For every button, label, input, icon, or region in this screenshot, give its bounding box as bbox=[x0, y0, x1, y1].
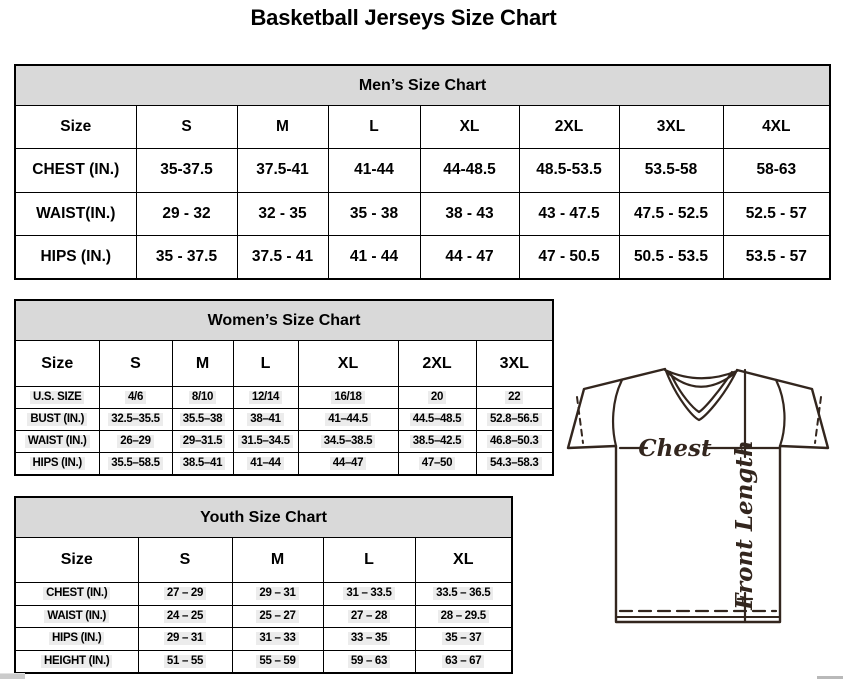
left-armhole-seam bbox=[613, 380, 622, 446]
youth-row-label: HEIGHT (IN.) bbox=[15, 650, 138, 673]
men-value-cell: 37.5-41 bbox=[237, 149, 328, 193]
youth-value-cell: 29 – 31 bbox=[138, 628, 232, 651]
youth-column-header-l: L bbox=[323, 538, 415, 583]
men-value-cell: 43 - 47.5 bbox=[519, 192, 619, 236]
women-row-label: BUST (IN.) bbox=[15, 409, 99, 431]
women-value-cell: 47–50 bbox=[398, 453, 476, 475]
youth-value-cell: 31 – 33.5 bbox=[323, 583, 415, 606]
women-value-cell: 34.5–38.5 bbox=[298, 431, 398, 453]
women-value-cell: 31.5–34.5 bbox=[233, 431, 298, 453]
jersey-outline bbox=[568, 369, 828, 622]
men-column-header-m: M bbox=[237, 106, 328, 149]
men-value-cell: 32 - 35 bbox=[237, 192, 328, 236]
women-column-header-m: M bbox=[172, 341, 233, 387]
men-column-header-4xl: 4XL bbox=[723, 106, 830, 149]
men-value-cell: 44 - 47 bbox=[420, 236, 519, 280]
men-value-cell: 41 - 44 bbox=[328, 236, 420, 280]
jersey-measurement-diagram bbox=[556, 356, 842, 632]
men-row-label: CHEST (IN.) bbox=[15, 149, 136, 193]
women-value-cell: 54.3–58.3 bbox=[476, 453, 553, 475]
women-value-cell: 38.5–42.5 bbox=[398, 431, 476, 453]
youth-value-cell: 27 – 28 bbox=[323, 605, 415, 628]
men-value-cell: 53.5 - 57 bbox=[723, 236, 830, 280]
men-value-cell: 52.5 - 57 bbox=[723, 192, 830, 236]
page-title: Basketball Jerseys Size Chart bbox=[250, 5, 557, 30]
women-value-cell: 41–44 bbox=[233, 453, 298, 475]
youth-value-cell: 31 – 33 bbox=[232, 628, 323, 651]
mens-size-chart bbox=[14, 64, 831, 280]
youth-size-table bbox=[14, 496, 513, 674]
youth-value-cell: 51 – 55 bbox=[138, 650, 232, 673]
youth-size-chart bbox=[14, 496, 513, 674]
youth-value-cell: 59 – 63 bbox=[323, 650, 415, 673]
men-row-label: WAIST(IN.) bbox=[15, 192, 136, 236]
women-value-cell: 38.5–41 bbox=[172, 453, 233, 475]
men-value-cell: 38 - 43 bbox=[420, 192, 519, 236]
front-length-label: Front Length bbox=[731, 440, 758, 610]
men-value-cell: 47.5 - 52.5 bbox=[619, 192, 723, 236]
collar-back-curve bbox=[665, 370, 737, 378]
youth-value-cell: 35 – 37 bbox=[415, 628, 512, 651]
women-value-cell: 35.5–58.5 bbox=[99, 453, 172, 475]
women-column-header-xl: XL bbox=[298, 341, 398, 387]
women-value-cell: 32.5–35.5 bbox=[99, 409, 172, 431]
women-column-header-l: L bbox=[233, 341, 298, 387]
womens-size-chart bbox=[14, 299, 554, 476]
women-row-label: HIPS (IN.) bbox=[15, 453, 99, 475]
men-value-cell: 50.5 - 53.5 bbox=[619, 236, 723, 280]
men-value-cell: 41-44 bbox=[328, 149, 420, 193]
men-value-cell: 47 - 50.5 bbox=[519, 236, 619, 280]
youth-row-label: CHEST (IN.) bbox=[15, 583, 138, 606]
youth-row-label: WAIST (IN.) bbox=[15, 605, 138, 628]
youth-value-cell: 33.5 – 36.5 bbox=[415, 583, 512, 606]
youth-column-header-s: S bbox=[138, 538, 232, 583]
men-value-cell: 37.5 - 41 bbox=[237, 236, 328, 280]
youth-chart-title: Youth Size Chart bbox=[15, 497, 512, 538]
women-value-cell: 52.8–56.5 bbox=[476, 409, 553, 431]
youth-value-cell: 27 – 29 bbox=[138, 583, 232, 606]
men-chart-title: Men’s Size Chart bbox=[15, 65, 830, 106]
men-value-cell: 58-63 bbox=[723, 149, 830, 193]
women-value-cell: 12/14 bbox=[233, 387, 298, 409]
women-value-cell: 41–44.5 bbox=[298, 409, 398, 431]
women-value-cell: 26–29 bbox=[99, 431, 172, 453]
women-column-header-3xl: 3XL bbox=[476, 341, 553, 387]
women-column-header-2xl: 2XL bbox=[398, 341, 476, 387]
women-column-header-s: S bbox=[99, 341, 172, 387]
youth-row-label: HIPS (IN.) bbox=[15, 628, 138, 651]
youth-value-cell: 29 – 31 bbox=[232, 583, 323, 606]
women-value-cell: 8/10 bbox=[172, 387, 233, 409]
men-value-cell: 35-37.5 bbox=[136, 149, 237, 193]
men-value-cell: 29 - 32 bbox=[136, 192, 237, 236]
women-size-header: Size bbox=[15, 341, 99, 387]
women-value-cell: 35.5–38 bbox=[172, 409, 233, 431]
youth-value-cell: 63 – 67 bbox=[415, 650, 512, 673]
scrollbar-fragment-left[interactable] bbox=[0, 673, 25, 679]
men-column-header-3xl: 3XL bbox=[619, 106, 723, 149]
womens-size-table bbox=[14, 299, 554, 476]
men-column-header-xl: XL bbox=[420, 106, 519, 149]
women-value-cell: 44–47 bbox=[298, 453, 398, 475]
women-value-cell: 29–31.5 bbox=[172, 431, 233, 453]
youth-size-header: Size bbox=[15, 538, 138, 583]
women-value-cell: 16/18 bbox=[298, 387, 398, 409]
men-value-cell: 53.5-58 bbox=[619, 149, 723, 193]
women-value-cell: 46.8–50.3 bbox=[476, 431, 553, 453]
youth-column-header-xl: XL bbox=[415, 538, 512, 583]
men-row-label: HIPS (IN.) bbox=[15, 236, 136, 280]
men-column-header-2xl: 2XL bbox=[519, 106, 619, 149]
mens-size-table bbox=[14, 64, 831, 280]
men-size-header: Size bbox=[15, 106, 136, 149]
women-value-cell: 38–41 bbox=[233, 409, 298, 431]
right-armhole-seam bbox=[776, 380, 785, 446]
women-value-cell: 44.5–48.5 bbox=[398, 409, 476, 431]
women-row-label: U.S. SIZE bbox=[15, 387, 99, 409]
women-value-cell: 20 bbox=[398, 387, 476, 409]
men-column-header-s: S bbox=[136, 106, 237, 149]
men-value-cell: 44-48.5 bbox=[420, 149, 519, 193]
youth-value-cell: 24 – 25 bbox=[138, 605, 232, 628]
men-value-cell: 48.5-53.5 bbox=[519, 149, 619, 193]
men-column-header-l: L bbox=[328, 106, 420, 149]
women-chart-title: Women’s Size Chart bbox=[15, 300, 553, 341]
chest-label: Chest bbox=[638, 435, 712, 462]
women-value-cell: 22 bbox=[476, 387, 553, 409]
women-row-label: WAIST (IN.) bbox=[15, 431, 99, 453]
youth-value-cell: 25 – 27 bbox=[232, 605, 323, 628]
youth-column-header-m: M bbox=[232, 538, 323, 583]
youth-value-cell: 28 – 29.5 bbox=[415, 605, 512, 628]
men-value-cell: 35 - 37.5 bbox=[136, 236, 237, 280]
women-value-cell: 4/6 bbox=[99, 387, 172, 409]
youth-value-cell: 33 – 35 bbox=[323, 628, 415, 651]
men-value-cell: 35 - 38 bbox=[328, 192, 420, 236]
youth-value-cell: 55 – 59 bbox=[232, 650, 323, 673]
